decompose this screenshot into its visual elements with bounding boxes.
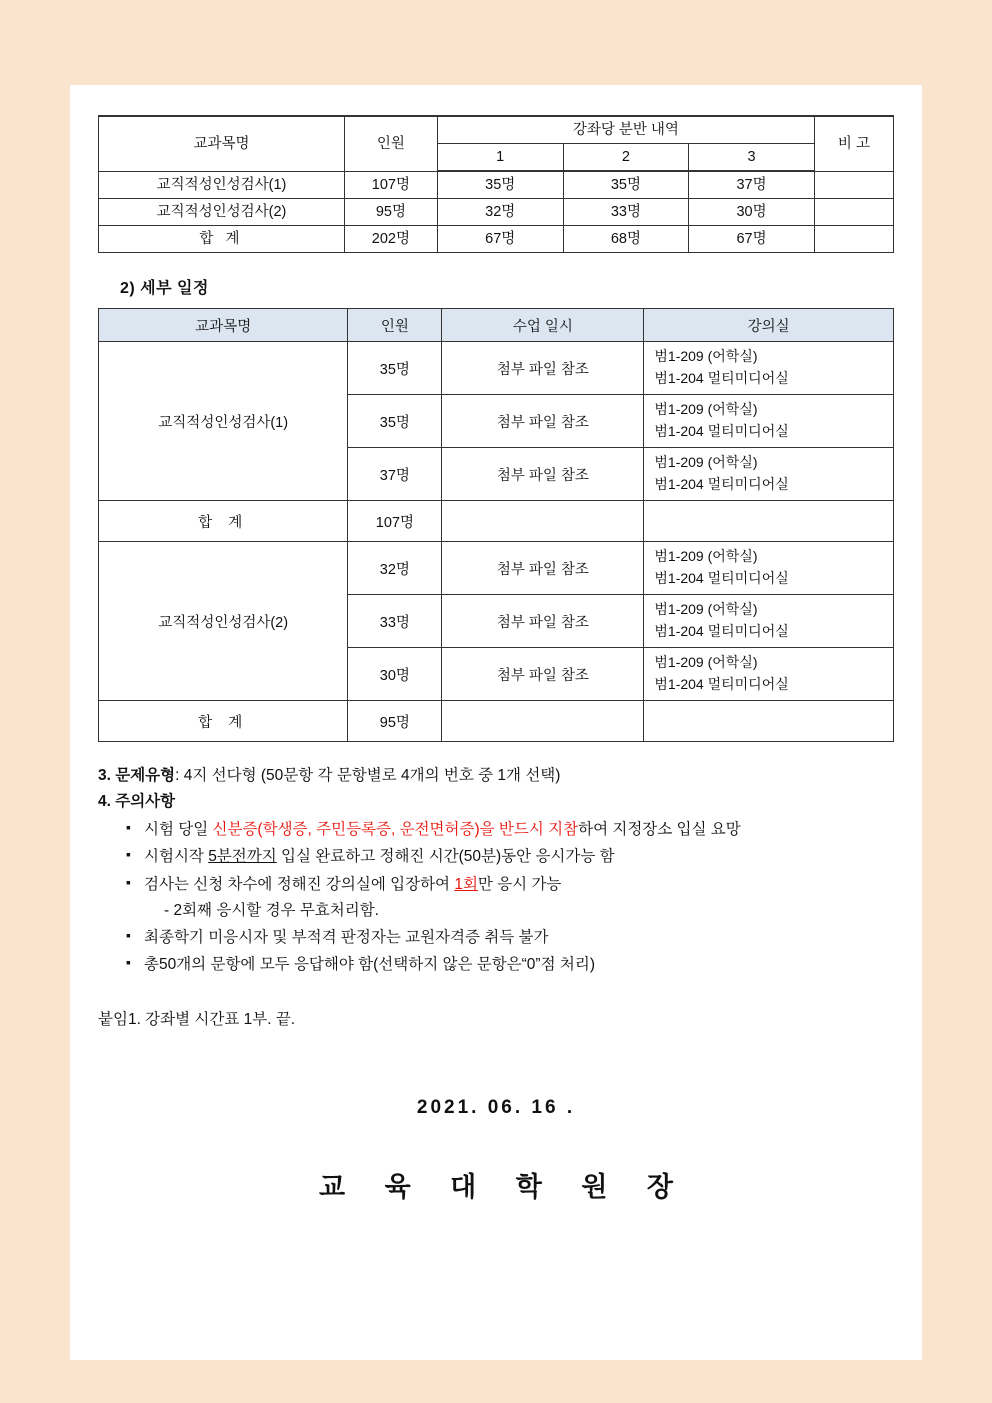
room-line-2: 범1-204 멀티미디어실 — [654, 370, 789, 386]
table-row-total — [99, 701, 894, 742]
table-row-total — [99, 501, 894, 542]
table-row — [99, 342, 894, 395]
summary-header-split-3: 3 — [689, 144, 815, 172]
cell-datetime: 첨부 파일 참조 — [442, 342, 644, 395]
table-row — [99, 171, 894, 199]
cell-split-2: 35명 — [563, 171, 689, 199]
cell-room — [644, 501, 894, 542]
document-page — [70, 85, 922, 1360]
cell-count: 32명 — [348, 542, 442, 595]
table-row — [99, 199, 894, 226]
cell-datetime — [442, 501, 644, 542]
signature-title: 교 육 대 학 원 장 — [319, 1171, 689, 1202]
bullet-text-part: 하여 지정장소 입실 요망 — [578, 821, 741, 839]
bullet-text-part: 검사는 신청 차수에 정해진 강의실에 입장하여 — [144, 875, 455, 893]
cell-subject: 교직적성인성검사(2) — [99, 542, 348, 701]
cell-count: 202명 — [344, 226, 437, 253]
room-line-1: 범1-209 (어학실) — [654, 548, 758, 565]
list-item — [126, 953, 894, 976]
item-4-bullet-list — [98, 818, 894, 977]
cell-remark — [814, 171, 893, 199]
summary-header-split-group: 강좌당 분반 내역 — [437, 116, 814, 144]
summary-header-remark: 비 고 — [814, 116, 893, 171]
summary-header-split-1: 1 — [437, 144, 563, 172]
cell-room — [644, 542, 894, 595]
detail-header-room: 강의실 — [644, 309, 894, 342]
detail-header-subject: 교과목명 — [99, 309, 348, 342]
cell-room — [644, 648, 894, 701]
cell-subject: 교직적성인성검사(2) — [99, 199, 345, 226]
bullet-text-highlight: 신분증(학생증, 주민등록증, 운전면허증)을 반드시 지참 — [212, 821, 579, 839]
cell-count: 95명 — [344, 199, 437, 226]
cell-sum-label: 합 계 — [99, 501, 348, 542]
cell-subject: 합 계 — [99, 226, 345, 253]
cell-room — [644, 448, 894, 501]
cell-split-3: 67명 — [689, 226, 815, 253]
bullet-sub-text: - 2회째 응시할 경우 무효처리함. — [164, 901, 379, 919]
room-line-1: 범1-209 (어학실) — [654, 401, 758, 418]
bullet-text-part: 입실 완료하고 정해진 시간(50분)동안 응시가능 함 — [276, 848, 615, 866]
bullet-text-part: 최종학기 미응시자 및 부적격 판정자는 교원자격증 취득 불가 — [144, 929, 549, 947]
bullet-text-underline: 5분전까지 — [208, 848, 277, 866]
table-row — [99, 542, 894, 595]
detail-header-datetime: 수업 일시 — [442, 309, 644, 342]
cell-datetime: 첨부 파일 참조 — [442, 448, 644, 501]
cell-split-1: 32명 — [437, 199, 563, 226]
room-line-1: 범1-209 (어학실) — [654, 348, 758, 365]
room-line-2: 범1-204 멀티미디어실 — [654, 676, 789, 692]
cell-count: 35명 — [348, 395, 442, 448]
detail-header-count: 인원 — [348, 309, 442, 342]
summary-table — [98, 115, 894, 253]
room-line-1: 범1-209 (어학실) — [654, 601, 758, 618]
room-line-2: 범1-204 멀티미디어실 — [654, 476, 789, 492]
attachment-note: 붙임1. 강좌별 시간표 1부. 끝. — [98, 1010, 296, 1028]
table-row-total — [99, 226, 894, 253]
cell-split-1: 67명 — [437, 226, 563, 253]
cell-count: 33명 — [348, 595, 442, 648]
room-line-1: 범1-209 (어학실) — [654, 454, 758, 471]
bullet-text-part: 총50개의 문항에 모두 응답해야 함(선택하지 않은 문항은“0”점 처리) — [144, 956, 595, 974]
cell-remark — [814, 226, 893, 253]
summary-header-subject: 교과목명 — [99, 116, 345, 171]
cell-room — [644, 342, 894, 395]
document-date: 2021. 06. 16 . — [416, 1096, 576, 1118]
bullet-text-part: 만 응시 가능 — [477, 875, 562, 893]
list-item — [126, 926, 894, 949]
bullet-text-part: 시험 당일 — [144, 821, 213, 839]
summary-header-count: 인원 — [344, 116, 437, 171]
cell-split-2: 68명 — [563, 226, 689, 253]
cell-datetime: 첨부 파일 참조 — [442, 595, 644, 648]
list-item — [126, 873, 894, 923]
detail-header-row — [99, 309, 894, 342]
detail-table — [98, 308, 894, 742]
cell-count: 107명 — [344, 171, 437, 199]
bullet-text-highlight: 1회 — [454, 875, 478, 893]
cell-split-3: 30명 — [689, 199, 815, 226]
summary-header-split-2: 2 — [563, 144, 689, 172]
cell-sum-label: 합 계 — [99, 701, 348, 742]
bullet-text-part: 시험시작 — [144, 848, 209, 866]
cell-count: 37명 — [348, 448, 442, 501]
room-line-2: 범1-204 멀티미디어실 — [654, 423, 789, 439]
list-item — [126, 818, 894, 841]
cell-sum-count: 107명 — [348, 501, 442, 542]
cell-sum-count: 95명 — [348, 701, 442, 742]
list-item — [126, 845, 894, 868]
item-3 — [98, 764, 894, 788]
cell-count: 35명 — [348, 342, 442, 395]
cell-remark — [814, 199, 893, 226]
item-3-label: 3. 문제유형 — [98, 767, 176, 784]
cell-subject: 교직적성인성검사(1) — [99, 171, 345, 199]
cell-room — [644, 595, 894, 648]
cell-subject: 교직적성인성검사(1) — [99, 342, 348, 501]
document-content — [98, 115, 894, 1204]
cell-split-3: 37명 — [689, 171, 815, 199]
cell-room — [644, 395, 894, 448]
section-subtitle: 2) 세부 일정 — [120, 280, 209, 297]
item-3-text: : 4지 선다형 (50문항 각 문항별로 4개의 번호 중 1개 선택) — [175, 767, 561, 784]
cell-datetime: 첨부 파일 참조 — [442, 395, 644, 448]
cell-split-2: 33명 — [563, 199, 689, 226]
item-4 — [98, 790, 894, 977]
cell-datetime: 첨부 파일 참조 — [442, 542, 644, 595]
cell-datetime: 첨부 파일 참조 — [442, 648, 644, 701]
cell-count: 30명 — [348, 648, 442, 701]
room-line-2: 범1-204 멀티미디어실 — [654, 623, 789, 639]
cell-room — [644, 701, 894, 742]
item-4-label: 4. 주의사항 — [98, 793, 176, 811]
room-line-2: 범1-204 멀티미디어실 — [654, 570, 789, 586]
room-line-1: 범1-209 (어학실) — [654, 654, 758, 671]
summary-header-row-1 — [99, 116, 894, 144]
cell-split-1: 35명 — [437, 171, 563, 199]
cell-datetime — [442, 701, 644, 742]
